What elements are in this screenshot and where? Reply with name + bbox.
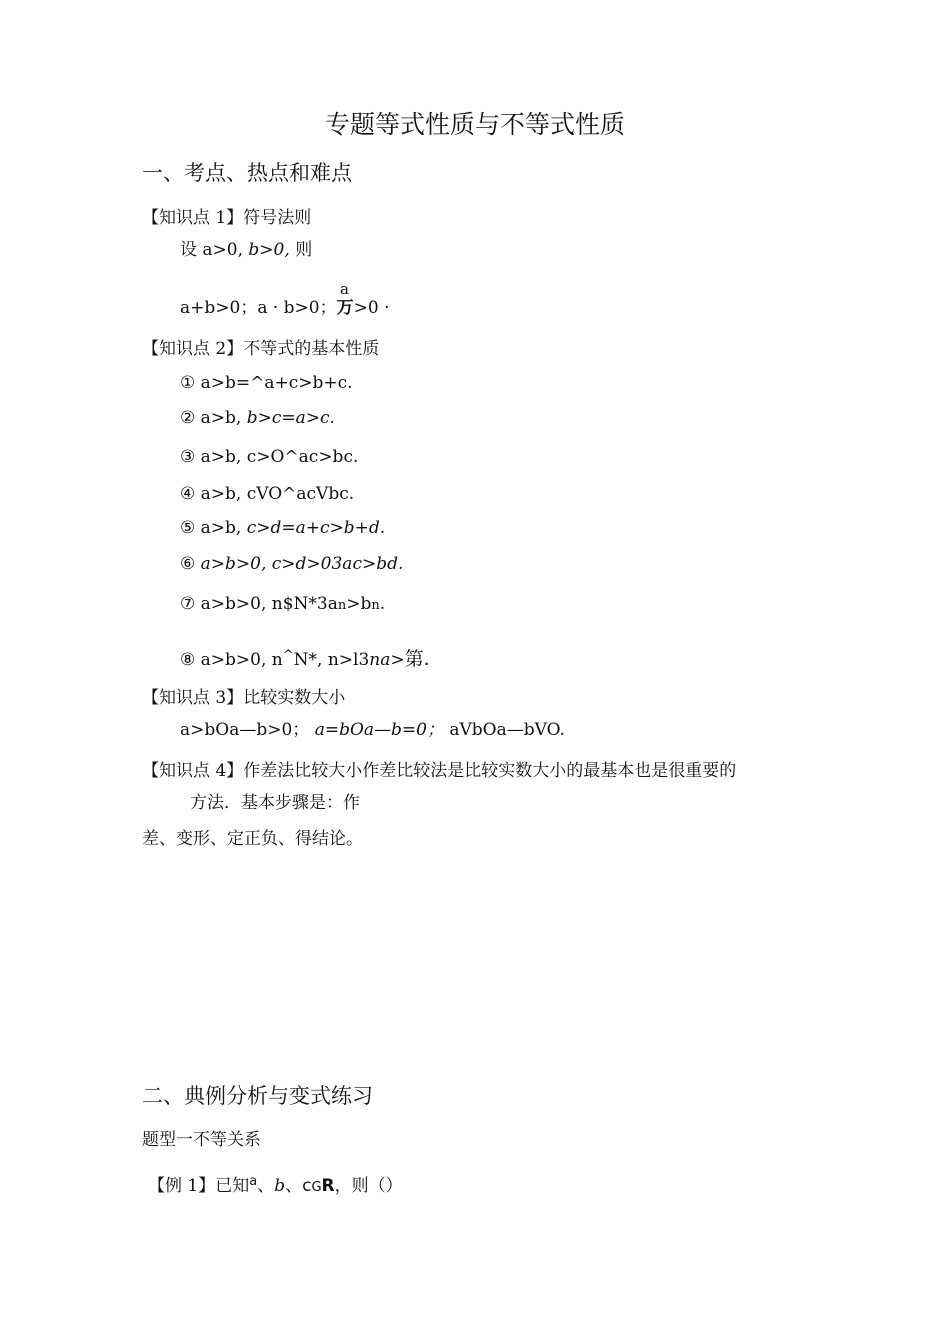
k4-line-3: 差、变形、定正负、得结论。	[142, 829, 363, 849]
property-2-b: b>c=a>c.	[246, 408, 335, 428]
example-1-b: a	[249, 1174, 258, 1189]
property-6	[180, 553, 403, 575]
property-7	[180, 593, 385, 617]
k1-line-2	[180, 297, 390, 319]
property-5	[180, 517, 385, 539]
k1-line-2-c: >0 ·	[353, 298, 390, 318]
knowledge-point-3-label: 【知识点 3】比较实数大小	[142, 688, 346, 708]
knowledge-point-4-label: 【知识点 4】作差法比较大小作差比较法是比较实数大小的最基本也是很重要的	[142, 761, 737, 781]
knowledge-point-1-label: 【知识点 1】符号法则	[142, 208, 312, 228]
property-8	[180, 648, 430, 673]
page-title: 专题等式性质与不等式性质	[324, 110, 625, 139]
property-8-d: na>	[369, 650, 405, 670]
property-8-e: 第.	[404, 648, 430, 670]
example-1-h: ，则（）	[334, 1176, 403, 1196]
property-2	[180, 407, 335, 429]
property-6-a: ⑥	[180, 554, 196, 574]
property-7-e: .	[379, 594, 386, 614]
k3-line-a: a>bOa—b>0；	[180, 720, 310, 740]
property-6-b: a>b>0, c>d>03ac>bd.	[200, 554, 404, 574]
property-7-d: n	[371, 598, 380, 613]
k1-line-2-a: a+b>0；a · b>0；	[180, 298, 337, 318]
k1-line-1	[180, 239, 312, 261]
example-1-f: G	[311, 1180, 322, 1195]
example-1	[148, 1175, 403, 1199]
property-8-b: ^	[282, 648, 294, 663]
example-1-a: 【例 1】已知	[148, 1176, 250, 1196]
k1-line-1-b: b>0,	[248, 240, 290, 260]
question-type-1: 题型一不等关系	[142, 1130, 261, 1150]
example-1-g: R	[321, 1176, 335, 1196]
k4-line-2: 方法．基本步骤是：作	[190, 793, 360, 813]
k3-line-c: aVbOa—bVO.	[449, 720, 565, 740]
property-3: ③ a>b, c>O^ac>bc.	[180, 447, 359, 467]
k1-fraction-numerator: a	[340, 280, 349, 298]
section-heading-2: 二、典例分析与变式练习	[142, 1084, 373, 1108]
knowledge-point-2-label: 【知识点 2】不等式的基本性质	[142, 339, 380, 359]
property-4: ④ a>b, cVO^acVbc.	[180, 484, 355, 504]
k1-line-1-a: 设 a>0,	[180, 240, 244, 260]
k3-line	[180, 719, 565, 741]
example-1-e: 、c	[285, 1176, 312, 1196]
property-8-c: N*, n>l3	[293, 650, 370, 670]
k1-line-2-b: 万	[336, 298, 354, 318]
example-1-d: b	[274, 1176, 286, 1196]
section-heading-1: 一、考点、热点和难点	[142, 161, 352, 185]
property-7-a: ⑦ a>b>0, n$N*3a	[180, 594, 338, 614]
property-2-a: ② a>b,	[180, 408, 242, 428]
property-7-c: >b	[346, 594, 372, 614]
k1-line-1-c: 则	[295, 240, 313, 260]
property-8-a: ⑧ a>b>0, n	[180, 650, 283, 670]
property-1: ① a>b=^a+c>b+c.	[180, 373, 353, 393]
property-7-b: n	[337, 598, 347, 613]
property-5-b: c>d=a+c>b+d.	[246, 518, 386, 538]
property-5-a: ⑤ a>b,	[180, 518, 242, 538]
k3-line-b: a=bOa—b=0；	[314, 720, 444, 740]
example-1-c: 、	[257, 1176, 275, 1196]
